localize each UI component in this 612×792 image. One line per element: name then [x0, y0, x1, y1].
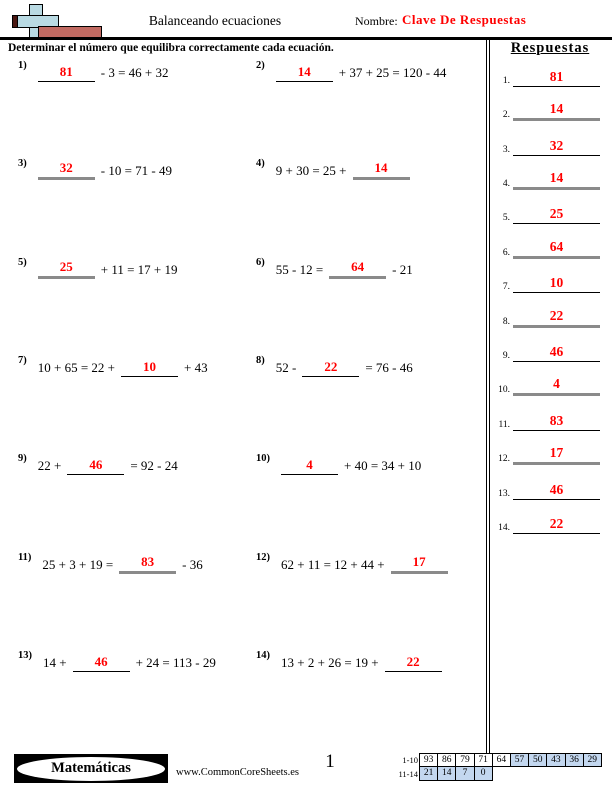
answer-number: 14.: [498, 522, 510, 533]
score-cell: 79: [455, 753, 474, 767]
answer-number: 2.: [502, 110, 510, 121]
answer-value: 10: [513, 275, 600, 293]
equation-blank-answer: 46: [67, 457, 124, 475]
score-cell: 14: [437, 766, 456, 781]
answer-value: 25: [513, 206, 600, 224]
answer-row-7: [492, 271, 606, 293]
equation-blank-answer: 14: [276, 64, 333, 82]
problem-14: [256, 650, 445, 672]
problem-8: [256, 355, 416, 377]
problem-number: 10): [256, 453, 270, 465]
answer-value: 64: [513, 239, 600, 259]
answer-number: 10.: [498, 385, 510, 396]
answer-value: 46: [513, 344, 600, 362]
score-cell: 71: [474, 753, 493, 767]
problem-number: 11): [18, 551, 32, 563]
brand-oval: [17, 757, 165, 781]
problem-number: 8): [256, 354, 265, 366]
answer-number: 1.: [502, 75, 510, 86]
answer-key-label: Clave De Respuestas: [402, 12, 527, 27]
answer-row-8: [492, 306, 606, 328]
problem-7: [18, 355, 211, 377]
equation-text: 13 + 2 + 26 = 19 +: [281, 654, 379, 670]
problem-5: [18, 257, 181, 279]
equation-blank-answer: 83: [119, 554, 176, 574]
equation-blank-answer: 25: [38, 259, 95, 279]
score-cell: 57: [510, 753, 529, 767]
equation-text: 25 + 3 + 19 =: [42, 556, 114, 572]
score-range-label: 1-10: [402, 755, 418, 765]
equation-text: + 11 = 17 + 19: [100, 261, 178, 277]
answer-row-11: [492, 409, 606, 431]
answer-number: 13.: [498, 488, 510, 499]
equation-blank-answer: 64: [329, 259, 386, 279]
score-row-11-14: [391, 767, 602, 781]
problem-10: [256, 453, 424, 475]
answer-number: 11.: [498, 419, 510, 430]
problem-4: [256, 158, 413, 180]
equation-text: 55 - 12 =: [275, 261, 324, 277]
site-url: www.CommonCoreSheets.es: [176, 767, 299, 778]
worksheet-title: Balanceando ecuaciones: [148, 13, 282, 28]
answers-title: Respuestas: [510, 40, 590, 56]
score-cell: 50: [528, 753, 547, 767]
answer-value: 32: [513, 138, 600, 156]
equation-text: 52 -: [275, 359, 297, 375]
problem-1: [18, 60, 172, 82]
equation-text: + 43: [184, 359, 208, 375]
brand-badge: [14, 754, 168, 783]
name-label: Nombre:: [355, 14, 398, 28]
problem-number: 6): [256, 256, 265, 268]
problem-number: 1): [18, 60, 27, 71]
answer-value: 22: [513, 308, 600, 328]
problem-3: [18, 158, 175, 180]
score-cell: 0: [474, 766, 493, 781]
answer-row-12: [492, 443, 606, 465]
answer-value: 17: [513, 445, 600, 465]
equation-text: + 37 + 25 = 120 - 44: [338, 65, 447, 80]
equation-text: = 76 - 46: [365, 359, 413, 375]
sidebar-divider: [486, 39, 490, 753]
answer-number: 4.: [502, 178, 510, 189]
equation-text: 22 +: [37, 458, 62, 474]
answer-number: 7.: [502, 282, 510, 293]
equation-text: - 3 = 46 + 32: [100, 65, 169, 80]
answer-number: 12.: [498, 454, 510, 465]
score-range-label: 11-14: [398, 769, 418, 779]
equation-blank-answer: 46: [73, 654, 130, 672]
answer-row-10: [492, 374, 606, 396]
equation-text: 14 +: [43, 654, 67, 670]
answer-row-6: [492, 237, 606, 259]
equation-blank-answer: 81: [38, 64, 95, 82]
answer-value: 81: [513, 69, 600, 87]
answer-number: 9.: [502, 350, 510, 361]
answer-row-2: [492, 99, 606, 121]
equation-blank-answer: 22: [385, 654, 442, 672]
instruction-text: Determinar el número que equilibra correctamente cada ecuación.: [8, 42, 334, 54]
score-cell: 64: [492, 753, 511, 767]
equation-blank-answer: 32: [38, 160, 95, 180]
problem-number: 9): [18, 453, 27, 465]
equation-text: 10 + 65 = 22 +: [37, 359, 115, 375]
equation-text: = 92 - 24: [130, 458, 178, 474]
problem-2: [256, 60, 449, 82]
equation-blank-answer: 14: [353, 160, 410, 180]
score-cell: 29: [583, 753, 602, 767]
problems-grid: [18, 60, 483, 750]
equation-blank-answer: 17: [391, 554, 448, 574]
score-cell: 7: [455, 766, 474, 781]
equation-text: 9 + 30 = 25 +: [275, 163, 347, 179]
problem-6: [256, 257, 416, 279]
equation-text: 62 + 11 = 12 + 44 +: [281, 556, 385, 572]
problem-number: 5): [18, 256, 27, 268]
answer-row-4: [492, 168, 606, 190]
equation-blank-answer: 4: [281, 457, 338, 475]
score-table: [391, 753, 602, 781]
problem-number: 14): [256, 649, 270, 661]
equation-text: + 40 = 34 + 10: [344, 458, 422, 474]
problem-9: [18, 453, 181, 475]
answer-row-1: [492, 65, 606, 87]
answer-value: 4: [513, 376, 600, 396]
equation-text: - 21: [392, 261, 413, 277]
answer-number: 6.: [502, 247, 510, 258]
answer-row-5: [492, 202, 606, 224]
score-cell: 43: [546, 753, 565, 767]
problem-11: [18, 552, 206, 574]
problem-number: 4): [256, 158, 265, 170]
score-cell: 36: [565, 753, 584, 767]
equation-blank-answer: 10: [121, 359, 178, 377]
equation-text: - 36: [182, 556, 203, 572]
score-cell: 86: [437, 753, 456, 767]
answer-row-13: [492, 478, 606, 500]
score-row-1-10: [391, 753, 602, 767]
problem-number: 13): [18, 649, 32, 661]
answer-number: 3.: [502, 144, 510, 155]
brand-label: Matemáticas: [51, 760, 131, 776]
problem-number: 3): [18, 158, 27, 170]
answer-value: 46: [513, 482, 600, 500]
problem-12: [256, 552, 451, 574]
answer-value: 14: [513, 101, 600, 121]
problem-number: 7): [18, 354, 27, 366]
score-cell: 21: [419, 766, 438, 781]
problem-13: [18, 650, 219, 672]
answer-row-3: [492, 134, 606, 156]
answer-row-9: [492, 340, 606, 362]
problem-number: 12): [256, 551, 270, 563]
answer-number: 5.: [502, 213, 510, 224]
answer-number: 8.: [502, 316, 510, 327]
equation-blank-answer: 22: [302, 359, 359, 377]
problem-number: 2): [256, 60, 265, 71]
equation-text: + 24 = 113 - 29: [135, 654, 216, 670]
page-number: 1: [325, 751, 335, 772]
score-cell: 93: [419, 753, 438, 767]
answer-value: 83: [513, 413, 600, 431]
answer-value: 22: [513, 516, 600, 534]
equation-text: - 10 = 71 - 49: [100, 163, 172, 179]
answer-value: 14: [513, 170, 600, 190]
answer-row-14: [492, 512, 606, 534]
